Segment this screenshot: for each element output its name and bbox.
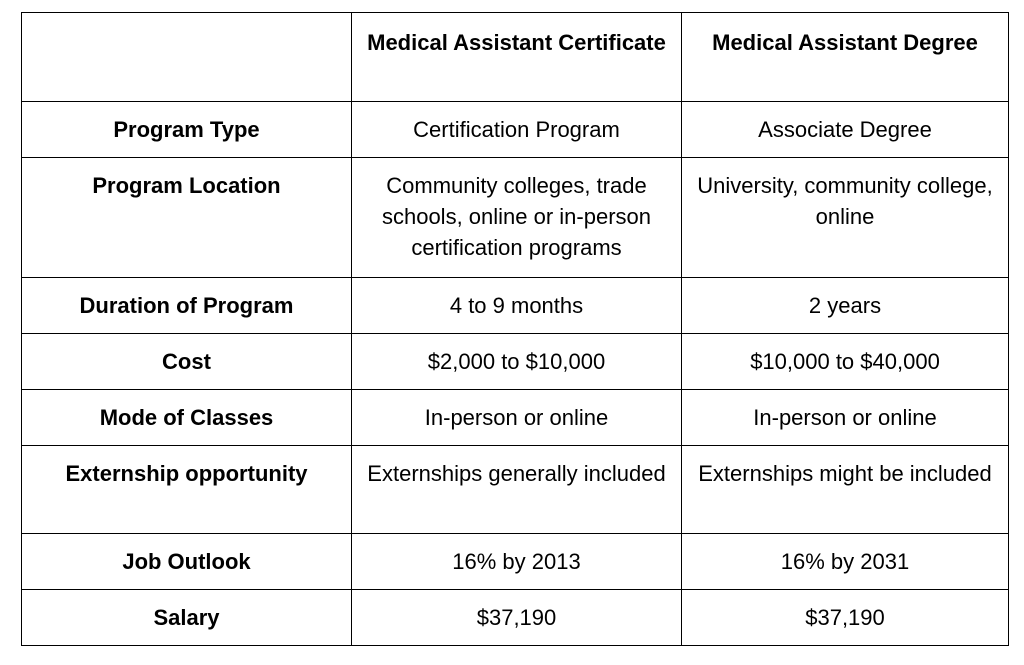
degree-value: University, community college, online <box>682 158 1009 278</box>
row-label: Mode of Classes <box>22 390 352 446</box>
degree-value: Associate Degree <box>682 102 1009 158</box>
certificate-value: 4 to 9 months <box>352 278 682 334</box>
table-header-row <box>22 13 1009 102</box>
comparison-table <box>21 12 1009 646</box>
certificate-value: $2,000 to $10,000 <box>352 334 682 390</box>
table-row <box>22 102 1009 158</box>
header-empty-cell <box>22 13 352 102</box>
certificate-value: 16% by 2013 <box>352 534 682 590</box>
row-label: Salary <box>22 590 352 646</box>
certificate-value: $37,190 <box>352 590 682 646</box>
degree-value: $37,190 <box>682 590 1009 646</box>
table-row <box>22 390 1009 446</box>
certificate-value: Community colleges, trade schools, online or in-person certification programs <box>352 158 682 278</box>
table-row <box>22 534 1009 590</box>
degree-value: $10,000 to $40,000 <box>682 334 1009 390</box>
degree-value: 2 years <box>682 278 1009 334</box>
row-label: Program Location <box>22 158 352 278</box>
row-label: Externship opportunity <box>22 446 352 534</box>
table-row <box>22 334 1009 390</box>
certificate-value: Externships generally included <box>352 446 682 534</box>
degree-value: 16% by 2031 <box>682 534 1009 590</box>
row-label: Program Type <box>22 102 352 158</box>
degree-value: In-person or online <box>682 390 1009 446</box>
header-degree: Medical Assistant Degree <box>682 13 1009 102</box>
certificate-value: Certification Program <box>352 102 682 158</box>
table-row <box>22 446 1009 534</box>
table-row <box>22 590 1009 646</box>
certificate-value: In-person or online <box>352 390 682 446</box>
table-row <box>22 158 1009 278</box>
degree-value: Externships might be included <box>682 446 1009 534</box>
row-label: Job Outlook <box>22 534 352 590</box>
row-label: Duration of Program <box>22 278 352 334</box>
header-certificate: Medical Assistant Certificate <box>352 13 682 102</box>
table-row <box>22 278 1009 334</box>
row-label: Cost <box>22 334 352 390</box>
